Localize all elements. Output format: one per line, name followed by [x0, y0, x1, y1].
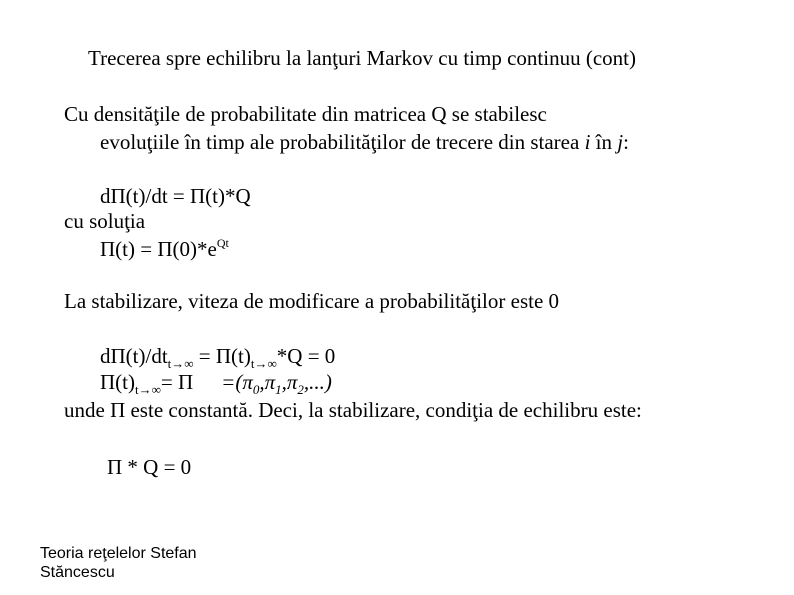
intro-line-2 [100, 130, 629, 154]
eq4-vector [221, 370, 332, 397]
state-i: i [584, 130, 591, 154]
slide-title: Trecerea spre echilibru la lanţuri Markov cu timp continuu (cont) [88, 46, 636, 70]
eq4-part-3: =(π [221, 370, 253, 394]
eq4-part-6: ,...) [303, 370, 332, 394]
intro-line-2-end: : [623, 130, 629, 154]
eq3-part-3: *Q = 0 [276, 344, 336, 368]
solution-label: cu soluţia [64, 209, 146, 233]
eq4-sub-5: 2 [297, 382, 304, 397]
stabilization-text: La stabilizare, viteza de modificare a probabilităţilor este 0 [64, 289, 560, 313]
equation-solution-exponent: Qt [216, 236, 229, 250]
footer-line-1: Teoria reţelelor Stefan [40, 545, 197, 562]
eq4-part-2: = Π [160, 370, 194, 394]
eq4-part-1: Π(t) [100, 370, 135, 394]
eq3-part-2: = Π(t) [193, 344, 251, 368]
eq4-part-5: ,π [281, 370, 298, 394]
equation-limit-derivative [100, 344, 335, 371]
eq4-sub-4: 1 [275, 382, 282, 397]
intro-line-1: Cu densităţile de probabilitate din matricea Q se stabilesc [64, 102, 547, 126]
eq4-sub-3: 0 [252, 382, 260, 397]
equation-solution-base: Π(t) = Π(0)*e [100, 237, 217, 261]
footer-credit [40, 544, 197, 582]
state-j: j [617, 130, 624, 154]
eq4-sub-1: t→∞ [135, 382, 161, 397]
eq3-part-1: dΠ(t)/dt [100, 344, 168, 368]
conclusion-text: unde Π este constantă. Deci, la stabilizare, condiţia de echilibru este: [64, 398, 642, 422]
equation-derivative: dΠ(t)/dt = Π(t)*Q [100, 184, 251, 208]
in-word: în [590, 130, 618, 154]
eq3-sub-1: t→∞ [167, 356, 194, 371]
equilibrium-condition: Π * Q = 0 [107, 455, 192, 479]
intro-line-2-text: evoluţiile în timp ale probabilităţilor de trecere din starea [100, 130, 585, 154]
eq4-part-4: ,π [259, 370, 276, 394]
equation-limit-state [100, 370, 332, 397]
eq3-sub-2: t→∞ [250, 356, 277, 371]
equation-solution [100, 237, 229, 264]
footer-line-2: Stăncescu [40, 564, 115, 581]
